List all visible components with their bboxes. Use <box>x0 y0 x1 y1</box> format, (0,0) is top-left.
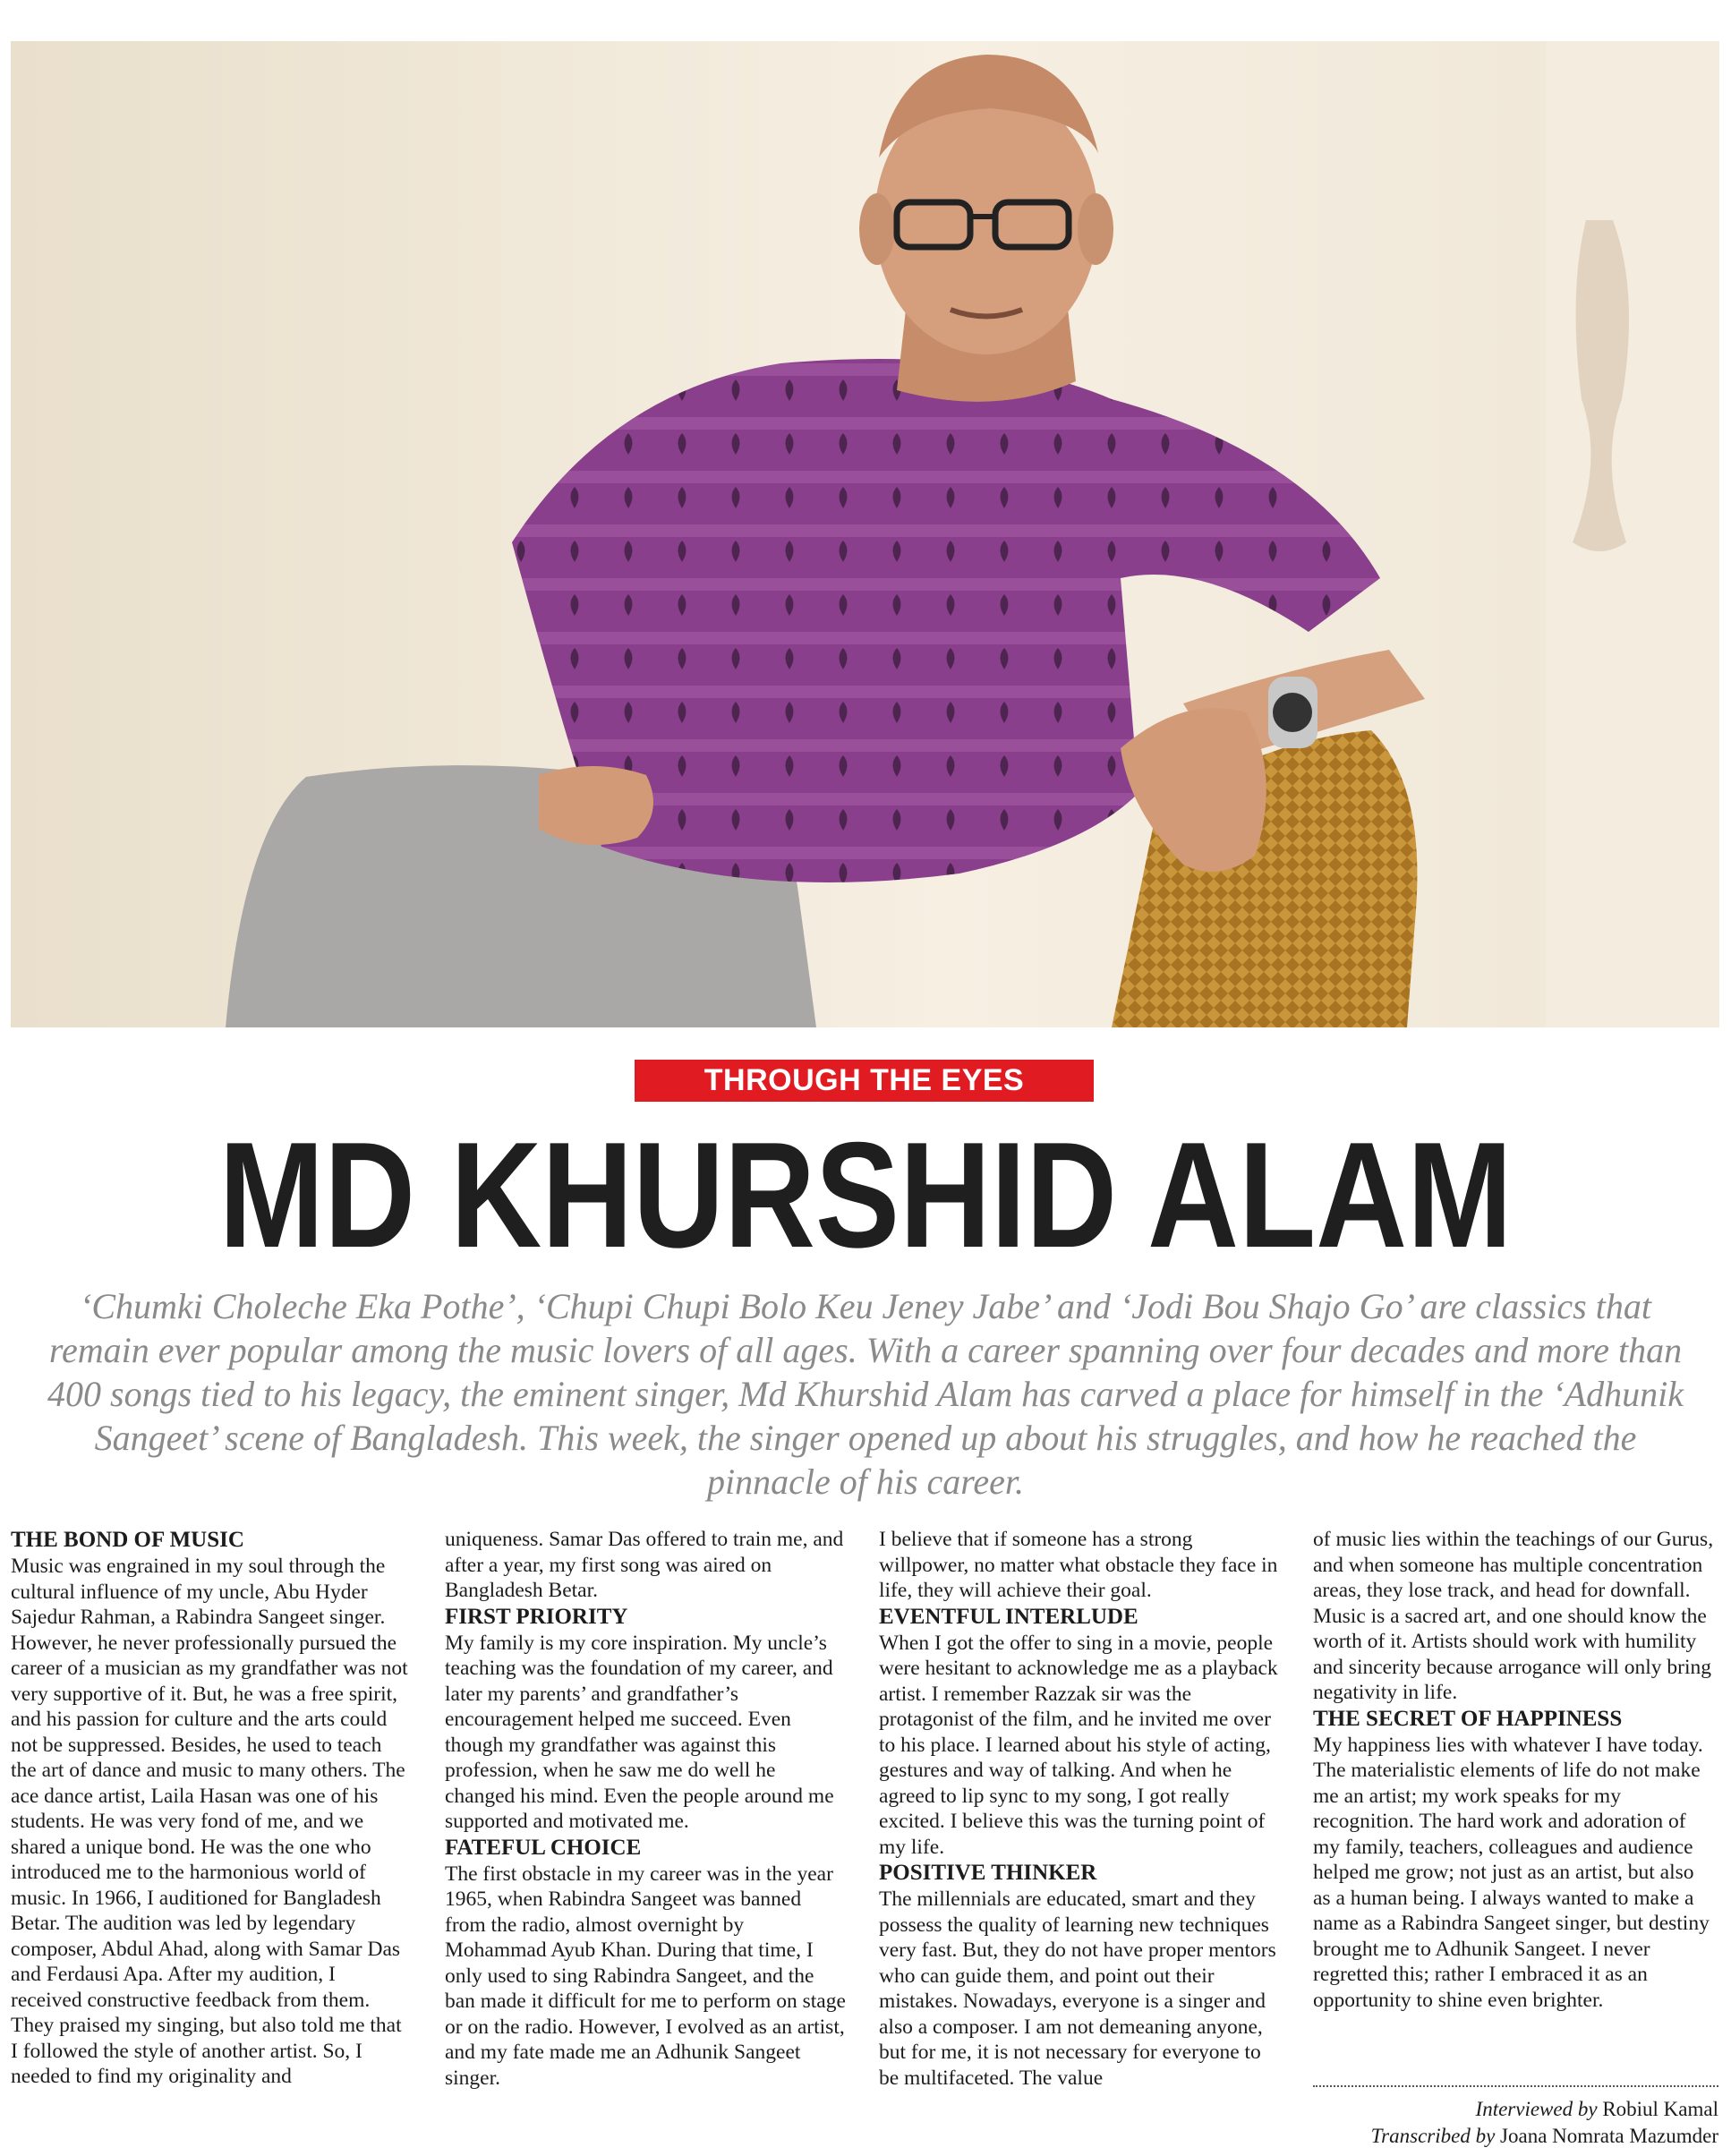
headline-text: MD KHURSHID ALAM <box>218 1111 1513 1279</box>
transcribed-label: Transcribed by <box>1370 2125 1496 2147</box>
paragraph: My family is my core inspiration. My uncle’s teaching was the foundation of my career, and later my parents’ and grandfather’s encouragement helped me succeed. Even though my grandfather was against this profession, when he saw me do well he changed his mind. Even the people around me supported and motivated me. <box>445 1631 834 1833</box>
interviewer-name: Robiul Kamal <box>1602 2098 1718 2120</box>
transcriber-line <box>1313 2123 1718 2150</box>
standfirst: ‘Chumki Choleche Eka Pothe’, ‘Chupi Chupi Bolo Keu Jeney Jabe’ and ‘Jodi Bou Shajo Go’ are classics that remain ever popular among the music lovers of all ages. With a career spanning over four decades and more than 400 songs tied to his legacy, the eminent singer, Md Khurshid Alam has carved a place for himself in the ‘Adhunik Sangeet’ scene of Bangladesh. This week, the singer opened up about his struggles, and how he reached the pinnacle of his career. <box>47 1286 1684 1502</box>
paragraph: Music was engrained in my soul through the cultural influence of my uncle, Abu Hyder Sajedur Rahman, a Rabindra Sangeet singer. However, he never professionally pursued the career of a musician as my grandfather was not very supportive of it. But, he was a free spirit, and his passion for culture and the arts could not be suppressed. Besides, he used to teach the art of dance and music to many others. The ace dance artist, Laila Hasan was one of his students. He was very fond of me, and we shared a unique bond. He was the one who introduced me to the harmonious world of music. In 1966, I auditioned for Bangladesh Betar. The audition was led by legendary composer, Abdul Ahad, along with Samar Das and Ferdausi Apa. After my audition, I received constructive feedback from them. They praised my singing, but also told me that I followed the style of another artist. So, I needed to find my originality and <box>11 1555 408 2088</box>
headline <box>0 1111 1731 1279</box>
interviewer-line <box>1313 2096 1718 2123</box>
section-heading: FIRST PRIORITY <box>445 1604 628 1629</box>
paragraph: of music lies within the teachings of our Gurus, and when someone has multiple concentration areas, they lose track, and head for downfall. Music is a sacred art, and one should know the worth of it. Artists should work with humility and sincerity because arrogance will only bring negativity in life. <box>1313 1528 1714 1704</box>
section-heading: THE SECRET OF HAPPINESS <box>1313 1706 1623 1731</box>
section-heading: POSITIVE THINKER <box>879 1861 1097 1885</box>
portrait-photo <box>11 41 1719 1027</box>
section-kicker: THROUGH THE EYES <box>635 1060 1094 1102</box>
article-column-2 <box>445 1527 846 2091</box>
article-column-4 <box>1313 1527 1714 2013</box>
paragraph: My happiness lies with whatever I have today. The materialistic elements of life do not make me an artist; my work speaks for my recognition. The hard work and adoration of my family, teachers, colleagues and audience helped me grow; not just as an artist, but also as a human being. I always wanted to make a name as a Rabindra Sangeet singer, but destiny brought me to Adhunik Sangeet. I never regretted this; rather I embraced it as an opportunity to shine even brighter. <box>1313 1733 1710 2012</box>
section-heading: FATEFUL CHOICE <box>445 1835 642 1860</box>
paragraph: The millennials are educated, smart and they possess the quality of learning new techniques very fast. But, they do not have proper mentors who can guide them, and point out their mistakes. Nowadays, everyone is a singer and also a composer. I am not demeaning anyone, but for me, it is not necessary for everyone to be multifaceted. The value <box>879 1888 1276 2090</box>
transcriber-name: Joana Nomrata Mazumder <box>1500 2125 1718 2147</box>
interviewed-label: Interviewed by <box>1475 2098 1598 2120</box>
article-column-3 <box>879 1527 1280 2091</box>
section-heading: THE BOND OF MUSIC <box>11 1528 244 1552</box>
credits <box>1313 2085 1718 2150</box>
paragraph: When I got the offer to sing in a movie, people were hesitant to acknowledge me as a playback artist. I remember Razzak sir was the protagonist of the film, and he invited me over to his place. I learned about his style of acting, gestures and way of talking. And when he agreed to lip sync to my song, I got really excited. I believe this was the turning point of my life. <box>879 1631 1278 1859</box>
paragraph: uniqueness. Samar Das offered to train me, and after a year, my first song was aired on Bangladesh Betar. <box>445 1528 844 1602</box>
paragraph: The first obstacle in my career was in the year 1965, when Rabindra Sangeet was banned from the radio, almost overnight by Mohammad Ayub Khan. During that time, I only used to sing Rabindra Sangeet, and the ban made it difficult for me to perform on stage or on the radio. However, I evolved as an artist, and my fate made me an Adhunik Sangeet singer. <box>445 1862 846 2090</box>
paragraph: I believe that if someone has a strong willpower, no matter what obstacle they face in life, they will achieve their goal. <box>879 1528 1278 1602</box>
portrait-illustration <box>11 41 1719 1027</box>
section-heading: EVENTFUL INTERLUDE <box>879 1604 1138 1629</box>
article-column-1 <box>11 1527 412 2090</box>
